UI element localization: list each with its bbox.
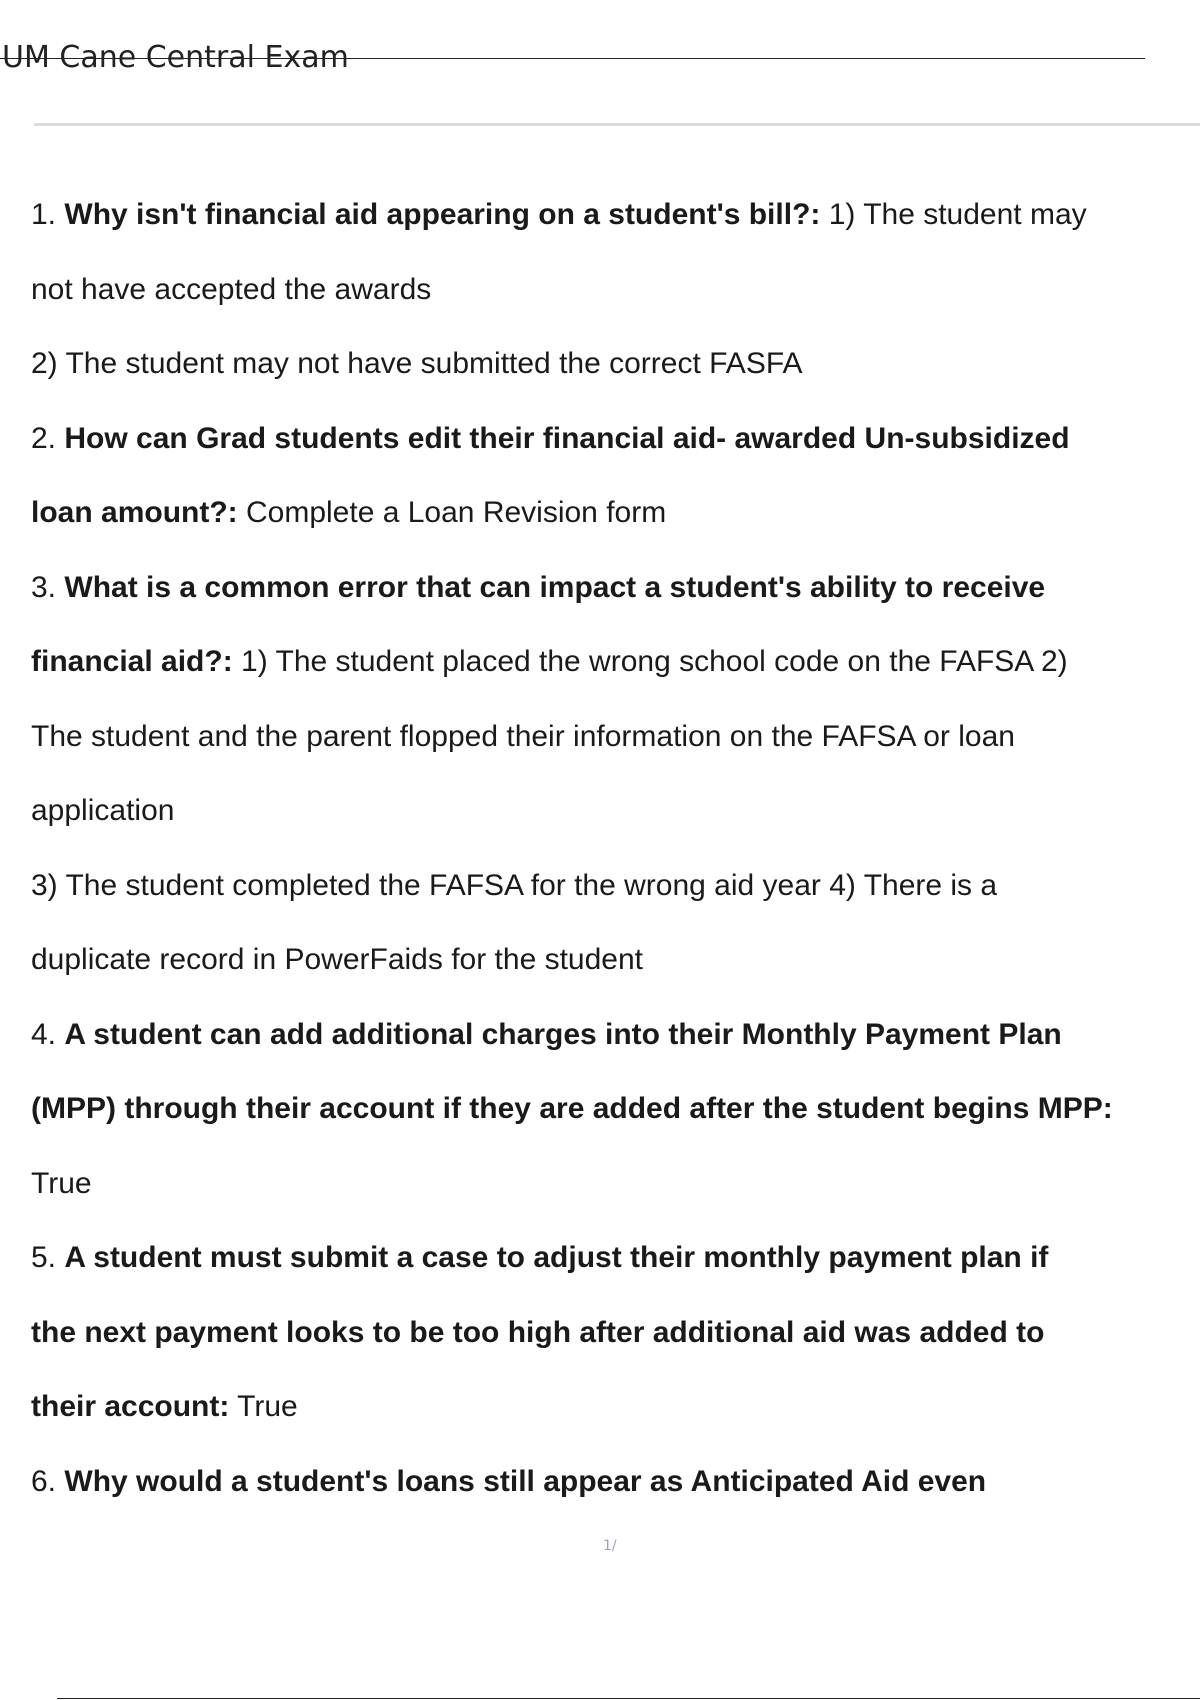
question-number: 6. xyxy=(31,1464,57,1498)
answer-text: 3) The student completed the FAFSA for the wrong aid year 4) There is a xyxy=(31,868,998,902)
line-16 xyxy=(31,1296,1181,1371)
document-title: UM Cane Central Exam xyxy=(2,40,349,75)
question-number: 1. xyxy=(31,198,57,231)
question-text: Why would a student's loans still appear as Anticipated Aid even xyxy=(64,1464,987,1498)
question-text: A student must submit a case to adjust their monthly payment plan if xyxy=(64,1241,1049,1274)
line-1 xyxy=(31,178,1181,253)
line-14 xyxy=(31,1147,1181,1222)
line-7 xyxy=(31,625,1181,700)
question-text: A student can add additional charges into their Monthly Payment Plan xyxy=(64,1017,1062,1051)
line-3 xyxy=(31,327,1181,402)
line-15 xyxy=(31,1221,1181,1296)
line-2 xyxy=(31,253,1181,328)
question-text: (MPP) through their account if they are added after the student begins MPP: xyxy=(31,1092,1113,1125)
qa-content xyxy=(31,178,1181,1519)
question-text: What is a common error that can impact a student's ability to receive xyxy=(64,570,1046,604)
line-18 xyxy=(31,1445,1181,1520)
line-8 xyxy=(31,700,1181,775)
line-9 xyxy=(31,774,1181,849)
answer-text: Complete a Loan Revision form xyxy=(237,496,667,529)
question-number: 5. xyxy=(31,1241,57,1274)
answer-text: 1) The student placed the wrong school code on the FAFSA 2) xyxy=(232,645,1068,678)
answer-text: 2) The student may not have submitted the correct FASFA xyxy=(31,347,803,380)
question-text: financial aid?: xyxy=(31,645,233,678)
answer-text: The student and the parent flopped their information on the FAFSA or loan xyxy=(31,719,1015,753)
line-6 xyxy=(31,551,1181,626)
answer-text: not have accepted the awards xyxy=(31,272,432,306)
answer-text: True xyxy=(229,1390,298,1423)
footer-rule xyxy=(57,1698,1200,1699)
question-text: the next payment looks to be too high after additional aid was added to xyxy=(31,1315,1045,1349)
line-11 xyxy=(31,923,1181,998)
question-number: 2. xyxy=(31,421,57,455)
line-10 xyxy=(31,849,1181,924)
page-number: 1/ xyxy=(603,1538,617,1554)
question-text: loan amount?: xyxy=(31,496,238,529)
line-12 xyxy=(31,998,1181,1073)
question-number: 4. xyxy=(31,1017,57,1051)
page-header xyxy=(0,34,1145,74)
answer-text: application xyxy=(31,794,175,827)
question-text: How can Grad students edit their financial aid- awarded Un-subsidized xyxy=(64,421,1070,455)
header-divider xyxy=(34,123,1200,126)
line-17 xyxy=(31,1370,1181,1445)
line-13 xyxy=(31,1072,1181,1147)
answer-text: duplicate record in PowerFaids for the student xyxy=(31,943,643,976)
answer-text: 1) The student may xyxy=(820,198,1087,231)
question-number: 3. xyxy=(31,570,57,604)
line-5 xyxy=(31,476,1181,551)
line-4 xyxy=(31,402,1181,477)
question-text: their account: xyxy=(31,1390,230,1423)
question-text: Why isn't financial aid appearing on a student's bill?: xyxy=(64,198,821,231)
answer-text: True xyxy=(31,1166,92,1200)
